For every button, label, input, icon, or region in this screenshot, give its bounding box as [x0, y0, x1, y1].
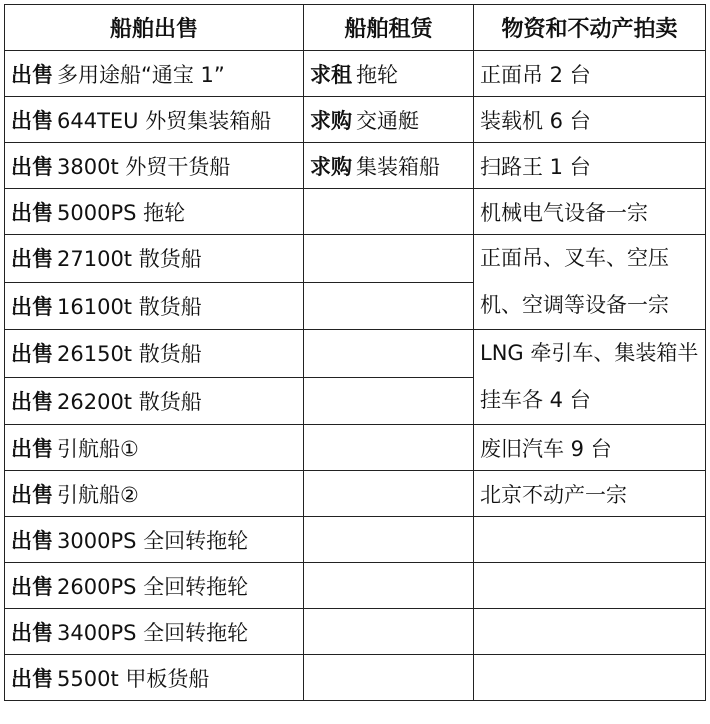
sale-cell [5, 563, 304, 609]
header-ship-leasing: 船舶租赁 [304, 5, 474, 51]
sale-cell [5, 609, 304, 655]
leasing-keyword: 求购 [310, 108, 352, 133]
auction-cell-empty [474, 609, 706, 655]
sale-cell [5, 425, 304, 471]
leasing-keyword: 求租 [310, 62, 352, 87]
leasing-text: 集装箱船 [356, 154, 440, 179]
sale-keyword: 出售 [11, 436, 53, 461]
sale-cell [5, 235, 304, 283]
sale-text: 2600PS 全回转拖轮 [57, 574, 249, 599]
listing-table [4, 4, 706, 701]
sale-keyword: 出售 [11, 342, 53, 367]
sale-text: 5000PS 拖轮 [57, 200, 186, 225]
leasing-cell-empty [304, 471, 474, 517]
sale-cell [5, 97, 304, 143]
auction-cell: 扫路王 1 台 [474, 143, 706, 189]
table-row [5, 143, 706, 189]
sale-keyword: 出售 [11, 154, 53, 179]
leasing-cell-empty [304, 235, 474, 283]
leasing-cell [304, 97, 474, 143]
leasing-cell [304, 51, 474, 97]
sale-text: 26150t 散货船 [57, 342, 202, 367]
leasing-cell-empty [304, 425, 474, 471]
table-row [5, 235, 706, 283]
sale-text: 3400PS 全回转拖轮 [57, 620, 249, 645]
auction-cell-merged: LNG 牵引车、集装箱半挂车各 4 台 [474, 330, 706, 425]
sale-keyword: 出售 [11, 389, 53, 414]
sale-keyword: 出售 [11, 294, 53, 319]
sale-keyword: 出售 [11, 482, 53, 507]
table-row [5, 517, 706, 563]
sale-keyword: 出售 [11, 666, 53, 691]
leasing-keyword: 求购 [310, 154, 352, 179]
sale-keyword: 出售 [11, 528, 53, 553]
sale-cell [5, 51, 304, 97]
leasing-cell [304, 143, 474, 189]
sale-text: 26200t 散货船 [57, 389, 202, 414]
sale-cell [5, 189, 304, 235]
table-row [5, 609, 706, 655]
table-row [5, 655, 706, 701]
sale-text: 引航船① [57, 436, 139, 461]
leasing-cell-empty [304, 330, 474, 378]
header-row [5, 5, 706, 51]
sale-text: 3000PS 全回转拖轮 [57, 528, 249, 553]
sale-cell [5, 377, 304, 425]
table-row [5, 189, 706, 235]
leasing-cell-empty [304, 282, 474, 330]
auction-cell-empty [474, 517, 706, 563]
sale-text: 16100t 散货船 [57, 294, 202, 319]
table-row [5, 471, 706, 517]
auction-cell: 正面吊 2 台 [474, 51, 706, 97]
auction-cell: 装载机 6 台 [474, 97, 706, 143]
sale-keyword: 出售 [11, 108, 53, 133]
sale-cell [5, 655, 304, 701]
sale-text: 644TEU 外贸集装箱船 [57, 108, 272, 133]
auction-cell-empty [474, 655, 706, 701]
leasing-cell-empty [304, 377, 474, 425]
sale-keyword: 出售 [11, 200, 53, 225]
sale-text: 引航船② [57, 482, 139, 507]
sale-text: 多用途船“通宝 1” [57, 62, 225, 87]
sale-text: 5500t 甲板货船 [57, 666, 210, 691]
leasing-text: 拖轮 [356, 62, 398, 87]
auction-cell: 机械电气设备一宗 [474, 189, 706, 235]
auction-cell: 废旧汽车 9 台 [474, 425, 706, 471]
leasing-cell-empty [304, 189, 474, 235]
table-row [5, 330, 706, 378]
auction-cell: 北京不动产一宗 [474, 471, 706, 517]
leasing-cell-empty [304, 563, 474, 609]
sale-keyword: 出售 [11, 620, 53, 645]
leasing-cell-empty [304, 517, 474, 563]
sale-text: 3800t 外贸干货船 [57, 154, 231, 179]
sale-text: 27100t 散货船 [57, 247, 202, 272]
sale-cell [5, 517, 304, 563]
sale-keyword: 出售 [11, 574, 53, 599]
sale-cell [5, 471, 304, 517]
table-row [5, 425, 706, 471]
sale-keyword: 出售 [11, 62, 53, 87]
sale-cell [5, 282, 304, 330]
auction-cell-empty [474, 563, 706, 609]
auction-cell-merged: 正面吊、叉车、空压机、空调等设备一宗 [474, 235, 706, 330]
leasing-text: 交通艇 [356, 108, 419, 133]
table-row [5, 563, 706, 609]
sale-keyword: 出售 [11, 247, 53, 272]
table-row [5, 51, 706, 97]
header-ship-sale: 船舶出售 [5, 5, 304, 51]
leasing-cell-empty [304, 609, 474, 655]
sale-cell [5, 143, 304, 189]
table-row [5, 97, 706, 143]
sale-cell [5, 330, 304, 378]
header-auction: 物资和不动产拍卖 [474, 5, 706, 51]
leasing-cell-empty [304, 655, 474, 701]
